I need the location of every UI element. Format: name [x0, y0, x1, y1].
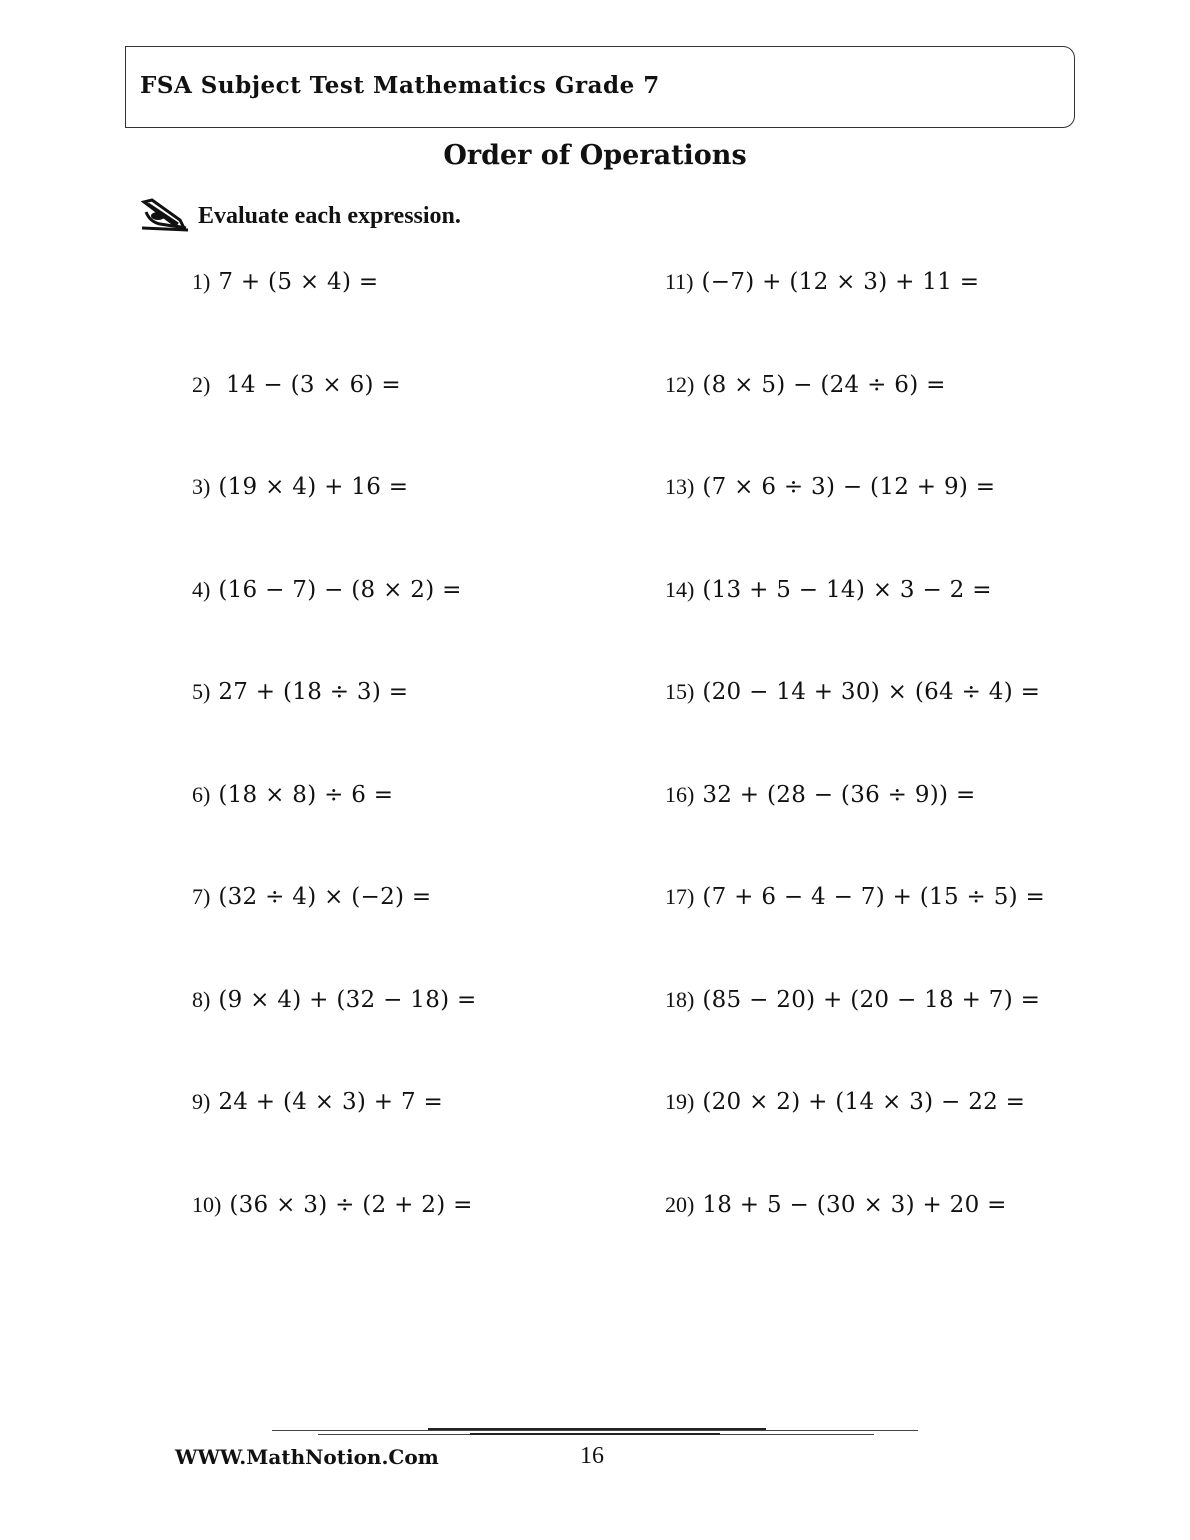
problem-number: 14): [665, 576, 695, 602]
problem-number: 5): [192, 679, 211, 704]
problem-item: [665, 576, 992, 604]
problem-item: [192, 883, 432, 911]
problem-item: [665, 883, 1045, 911]
problem-item: [192, 371, 401, 399]
page-number: 16: [580, 1443, 604, 1469]
problem-item: [665, 268, 979, 296]
instruction: [140, 198, 461, 234]
problem-number: 15): [665, 679, 695, 704]
problem-number: 19): [665, 1089, 695, 1114]
problem-expression: (32 ÷ 4) × (−2) =: [218, 884, 432, 910]
problem-expression: 7 + (5 × 4) =: [218, 269, 379, 295]
problem-number: 8): [192, 986, 211, 1012]
footer-rule: [272, 1430, 918, 1431]
problem-item: [192, 986, 477, 1014]
problem-expression: 14 − (3 × 6) =: [218, 371, 401, 398]
problem-number: 17): [665, 884, 695, 909]
footer-rule: [470, 1433, 720, 1435]
problem-number: 10): [192, 1191, 222, 1217]
page-title: Order of Operations: [443, 140, 747, 171]
problem-expression: (7 × 6 ÷ 3) − (12 + 9) =: [702, 474, 996, 500]
problem-expression: (9 × 4) + (32 − 18) =: [218, 986, 477, 1013]
problem-expression: 32 + (28 − (36 ÷ 9)) =: [702, 781, 976, 808]
problem-expression: 27 + (18 ÷ 3) =: [218, 679, 409, 705]
header-title: FSA Subject Test Mathematics Grade 7: [140, 72, 660, 99]
problem-number: 9): [192, 1089, 211, 1114]
problem-number: 3): [192, 474, 211, 499]
problem-expression: (85 − 20) + (20 − 18 + 7) =: [702, 986, 1041, 1013]
problem-expression: 18 + 5 − (30 × 3) + 20 =: [702, 1191, 1007, 1218]
problem-number: 20): [665, 1191, 695, 1217]
problem-expression: (13 + 5 − 14) × 3 − 2 =: [702, 576, 992, 603]
footer-rule: [428, 1428, 766, 1430]
problem-number: 12): [665, 371, 695, 397]
problem-expression: (8 × 5) − (24 ÷ 6) =: [702, 371, 946, 398]
problem-item: [192, 1191, 473, 1219]
problem-number: 1): [192, 269, 211, 294]
problem-expression: (19 × 4) + 16 =: [218, 474, 409, 500]
problem-item: [192, 473, 408, 501]
problem-item: [192, 1088, 443, 1116]
problem-item: [665, 1088, 1025, 1116]
problem-item: [192, 576, 462, 604]
problem-item: [665, 986, 1040, 1014]
problem-number: 16): [665, 781, 695, 807]
problem-number: 7): [192, 884, 211, 909]
instruction-text: Evaluate each expression.: [198, 202, 461, 229]
problem-item: [192, 678, 408, 706]
problem-number: 13): [665, 474, 695, 499]
problem-number: 4): [192, 576, 211, 602]
problem-expression: (7 + 6 − 4 − 7) + (15 ÷ 5) =: [702, 884, 1046, 910]
problem-expression: 24 + (4 × 3) + 7 =: [218, 1089, 444, 1115]
problem-number: 18): [665, 986, 695, 1012]
pencil-writing-icon: [140, 198, 190, 234]
footer-website: WWW.MathNotion.Com: [175, 1445, 439, 1469]
problem-expression: (20 − 14 + 30) × (64 ÷ 4) =: [702, 679, 1041, 705]
problem-item: [192, 781, 393, 809]
problem-expression: (20 × 2) + (14 × 3) − 22 =: [702, 1089, 1026, 1115]
problem-expression: (16 − 7) − (8 × 2) =: [218, 576, 462, 603]
problem-number: 11): [665, 269, 694, 294]
problem-item: [665, 473, 995, 501]
problem-expression: (−7) + (12 × 3) + 11 =: [701, 269, 980, 295]
problem-expression: (36 × 3) ÷ (2 + 2) =: [229, 1191, 473, 1218]
problem-item: [665, 678, 1040, 706]
problem-item: [192, 268, 378, 296]
problem-number: 6): [192, 781, 211, 807]
problem-item: [665, 1191, 1007, 1219]
problem-item: [665, 781, 976, 809]
problem-expression: (18 × 8) ÷ 6 =: [218, 781, 394, 808]
problem-item: [665, 371, 946, 399]
problem-number: 2): [192, 371, 211, 397]
